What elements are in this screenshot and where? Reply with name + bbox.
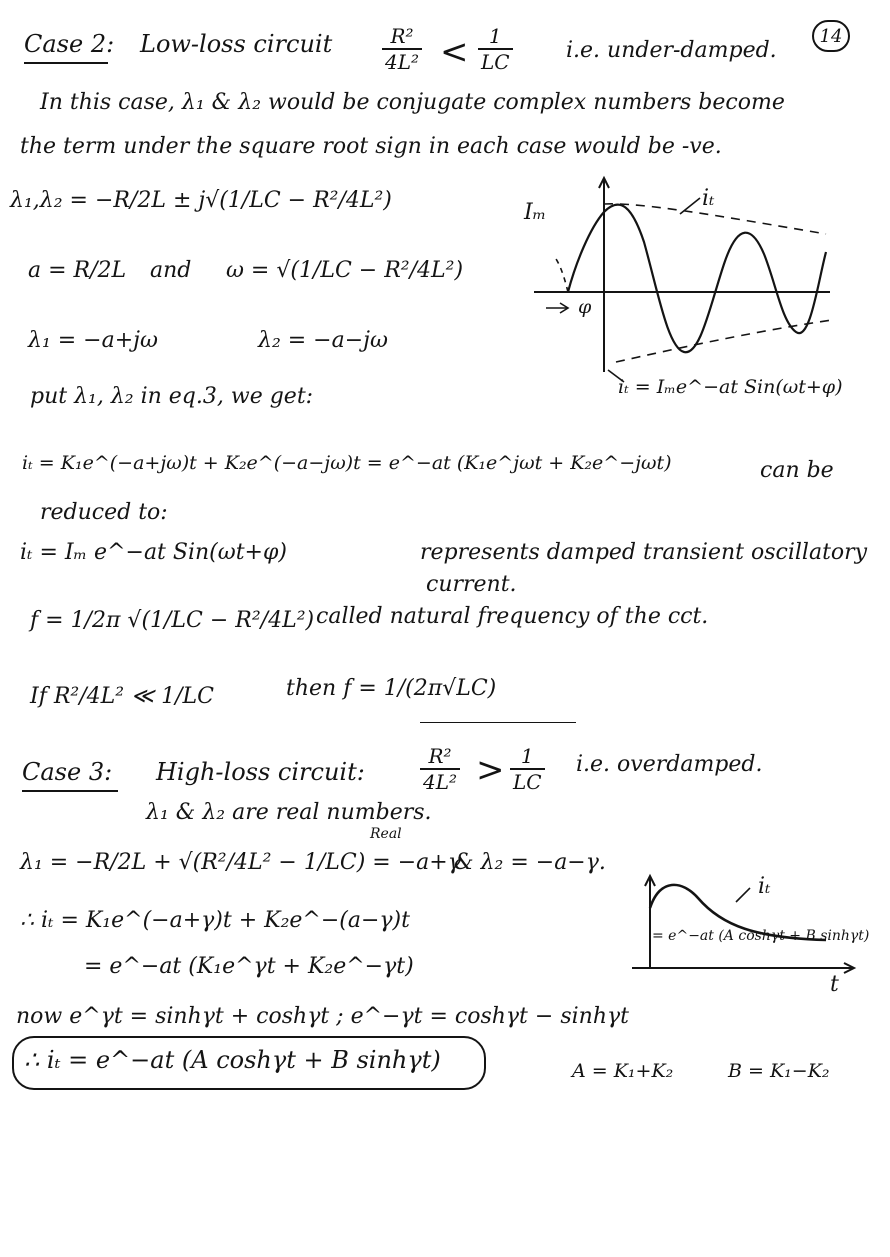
case2-f-eq: f = 1/2π √(1/LC − R²/4L²) <box>30 608 315 633</box>
case3-now-eq: now e^γt = sinhγt + coshγt ; e^−γt = coshγt − sinhγt <box>16 1004 629 1029</box>
case2-can-be: can be <box>760 458 834 483</box>
case2-lambda2: λ₂ = −a−jω <box>258 328 388 353</box>
case2-heading: Low-loss circuit <box>140 30 333 58</box>
case2-line2: the term under the square root sign in each case would be -ve. <box>20 134 722 159</box>
case3-title-underline <box>22 790 118 792</box>
case3-ie: i.e. overdamped. <box>576 752 763 777</box>
case2-then-eq: then f = 1/(2π√LC) <box>286 676 497 701</box>
case2-then-underline <box>420 722 576 723</box>
case2-represents: represents damped transient oscillatory <box>420 540 868 565</box>
case2-condition-rhs <box>478 24 513 74</box>
case3-cond-den: 4L² <box>420 768 460 794</box>
case3-condition-lhs <box>420 744 460 794</box>
case2-lambda-eq: λ₁,λ₂ = −R/2L ± j√(1/LC − R²/4L²) <box>10 188 392 213</box>
case2-and: and <box>150 258 192 283</box>
case3-final-eq: ∴ iₜ = e^−at (A coshγt + B sinhγt) <box>24 1046 441 1074</box>
graph1-im-label: Iₘ <box>524 200 547 225</box>
case2-it-sin: iₜ = Iₘ e^−at Sin(ωt+φ) <box>20 540 287 565</box>
graph2-eq-label: = e^−at (A coshγt + B sinhγt) <box>652 928 870 944</box>
case3-lambda2: & λ₂ = −a−γ. <box>454 850 606 875</box>
graph1-upper-envelope <box>604 204 826 234</box>
case3-it-eq: ∴ iₜ = K₁e^(−a+γ)t + K₂e^−(a−γ)t <box>20 908 410 933</box>
graph2-t-label: t <box>830 972 839 997</box>
graph1-dashed-start <box>554 256 568 292</box>
case2-if-eq: If R²/4L² ≪ 1/LC <box>30 684 214 709</box>
case3-cond-op: > <box>476 750 505 790</box>
case3-it-eq2: = e^−at (K₁e^γt + K₂e^−γt) <box>84 954 414 979</box>
graph1-lower-envelope <box>616 320 832 362</box>
case2-line1: In this case, λ₁ & λ₂ would be conjugate complex numbers become <box>40 90 785 115</box>
underdamped-response-graph <box>520 172 860 404</box>
case3-cond-rhs-den: LC <box>510 768 545 794</box>
case2-lambda1: λ₁ = −a+jω <box>28 328 158 353</box>
case3-real-note: Real <box>370 826 402 842</box>
case3-lambda-eq: λ₁ = −R/2L + √(R²/4L² − 1/LC) = −a+γ <box>20 850 461 875</box>
case2-cond-rhs-den: LC <box>478 48 513 74</box>
case2-reduced: reduced to: <box>40 500 168 525</box>
case2-a-eq: a = R/2L <box>28 258 127 283</box>
case2-ie: i.e. under-damped. <box>566 38 777 63</box>
case2-natural: called natural frequency of the cct. <box>316 604 709 629</box>
graph2-it-pointer <box>736 888 750 902</box>
case3-real-line: λ₁ & λ₂ are real numbers. <box>146 800 432 825</box>
case2-it-eq: iₜ = K₁e^(−a+jω)t + K₂e^(−a−jω)t = e^−at (K₁e^jωt + K₂e^−jωt) <box>22 452 672 474</box>
case3-cond-num: R² <box>428 744 452 768</box>
graph1-it-label: iₜ <box>702 186 715 211</box>
case2-cond-den: 4L² <box>382 48 422 74</box>
page-number: 14 <box>812 20 850 52</box>
case3-condition-rhs <box>510 744 545 794</box>
graph1-phi-label: φ <box>578 296 592 318</box>
case3-B-def: B = K₁−K₂ <box>728 1060 830 1082</box>
graph2-it-label: iₜ <box>758 874 771 899</box>
case2-title: Case 2: <box>24 30 115 58</box>
case3-heading: High-loss circuit: <box>156 758 365 786</box>
case2-omega-eq: ω = √(1/LC − R²/4L²) <box>226 258 464 283</box>
case2-current: current. <box>426 572 517 597</box>
case2-title-underline <box>24 62 108 64</box>
case3-A-def: A = K₁+K₂ <box>572 1060 674 1082</box>
case2-cond-op: < <box>440 32 469 72</box>
case3-cond-rhs-num: 1 <box>520 744 534 768</box>
case3-title: Case 3: <box>22 758 113 786</box>
case2-cond-num: R² <box>390 24 414 48</box>
case2-put-line: put λ₁, λ₂ in eq.3, we get: <box>30 384 314 409</box>
case2-cond-rhs-num: 1 <box>488 24 502 48</box>
graph1-envelope-label: iₜ = Iₘe^−at Sin(ωt+φ) <box>618 376 843 398</box>
case2-condition-lhs <box>382 24 422 74</box>
